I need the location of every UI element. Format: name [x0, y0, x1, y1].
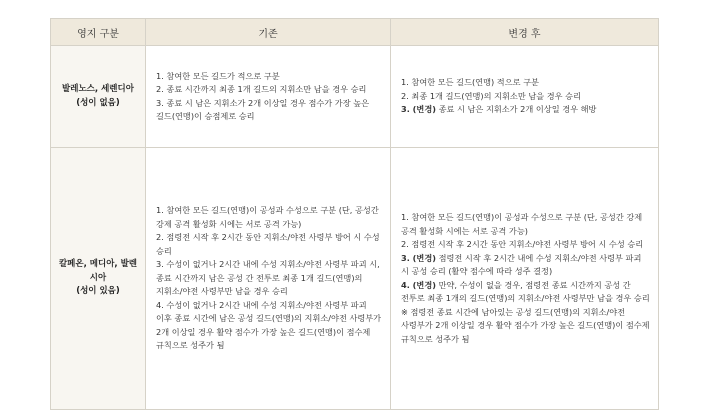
- list-item: 1. 참여한 모든 길드가 적으로 구분: [156, 70, 280, 81]
- item-text: 만약, 수성이 없을 경우, 점령전 종료 시간까지 공성 간 전투로 최종 1개의 길드(연맹)의 지휘소/야전 사령부만 남을 경우 승리: [401, 279, 650, 303]
- list-item: 3. 수성이 없거나 2시간 내에 수성 지휘소/야전 사령부 파괴 시, 종료 시간까지 남은 공성 간 전투로 최종 1개 길드(연맹)의 지휘소/야전 사령부만 남을 경우 승리: [156, 259, 380, 297]
- item-text: 종료 시 남은 지휘소가 2개 이상일 경우 해방: [435, 104, 597, 115]
- header-region: 영지 구분: [51, 19, 146, 46]
- item-text: 점령전 시작 후 2시간 내에 수성 지휘소/야전 사령부 파괴 시 공성 승리 (활약 점수에 따라 성주 결정): [401, 252, 642, 276]
- list-item: 4. 수성이 없거나 2시간 내에 수성 지휘소/야전 사령부 파괴 이후 종료 시간에 남은 공성 길드(연맹)의 지휘소/야전 사령부가 2개 이상일 경우 활약 점수가 가장 높은 길드(연맹)이 점수제 규칙으로 성주가 됨: [156, 299, 382, 351]
- item-number: 3.: [401, 252, 413, 263]
- comparison-table: [50, 18, 659, 410]
- header-after: 변경 후: [391, 19, 659, 46]
- list-item: [401, 238, 650, 252]
- item-number: 2.: [401, 239, 412, 249]
- region-name: 칼페온, 메디아, 발렌시아: [58, 259, 138, 283]
- item-number: 1.: [401, 212, 412, 222]
- list-item: [401, 211, 650, 238]
- item-text: 점령전 시작 후 2시간 동안 지휘소/야전 사령부 방어 시 수성 승리: [411, 239, 644, 249]
- table-row: [51, 46, 659, 148]
- before-cell: [146, 46, 391, 148]
- note-text: ※ 점령전 종료 시간에 남아있는 공성 길드(연맹)의 지휘소/야전 사령부가 2개 이상일 경우 활약 점수가 가장 높은 길드(연맹)이 점수제 규칙으로 성주가 됨: [401, 306, 650, 344]
- item-number: 2.: [401, 90, 412, 101]
- changed-label: (변경): [412, 279, 436, 290]
- item-number: 3.: [401, 104, 413, 115]
- region-note: (성이 없음): [76, 97, 120, 108]
- list-item: 2. 종료 시간까지 최종 1개 길드의 지휘소만 남을 경우 승리: [156, 84, 367, 94]
- region-name: 발레노스, 세렌디아: [62, 84, 134, 94]
- item-number: 1.: [401, 77, 412, 88]
- after-cell: [391, 46, 659, 148]
- item-number: 4.: [401, 279, 413, 290]
- region-cell: [51, 148, 146, 410]
- before-cell: [146, 148, 391, 410]
- list-item: [401, 76, 650, 90]
- after-cell: [391, 148, 659, 410]
- note-item: [401, 306, 650, 347]
- list-item: [401, 103, 650, 117]
- item-text: 참여한 모든 길드(연맹)이 공성과 수성으로 구분 (단, 공성간 강제 공격 활성화 시에는 서로 공격 가능): [401, 212, 643, 236]
- list-item: 3. 종료 시 남은 지휘소가 2개 이상일 경우 점수가 가장 높은 길드(연맹)이 승점제로 승리: [156, 97, 370, 121]
- item-text: 최종 1개 길드(연맹)의 지휘소만 남을 경우 승리: [411, 90, 581, 101]
- item-text: 참여한 모든 길드(연맹) 적으로 구분: [411, 77, 539, 88]
- list-item: 1. 참여한 모든 길드(연맹)이 공성과 수성으로 구분 (단, 공성간 강제 공격 활성화 시에는 서로 공격 가능): [156, 205, 379, 229]
- list-item: 2. 점령전 시작 후 2시간 동안 지휘소/야전 사령부 방어 시 수성 승리: [156, 232, 380, 256]
- changed-label: (변경): [412, 104, 436, 115]
- header-row: [51, 19, 659, 46]
- list-item: [401, 252, 650, 279]
- list-item: [401, 90, 650, 104]
- table-row: [51, 148, 659, 410]
- region-note: (성이 있음): [76, 286, 120, 297]
- header-before: 기존: [146, 19, 391, 46]
- changed-label: (변경): [412, 252, 436, 263]
- list-item: [401, 279, 650, 306]
- region-cell: [51, 46, 146, 148]
